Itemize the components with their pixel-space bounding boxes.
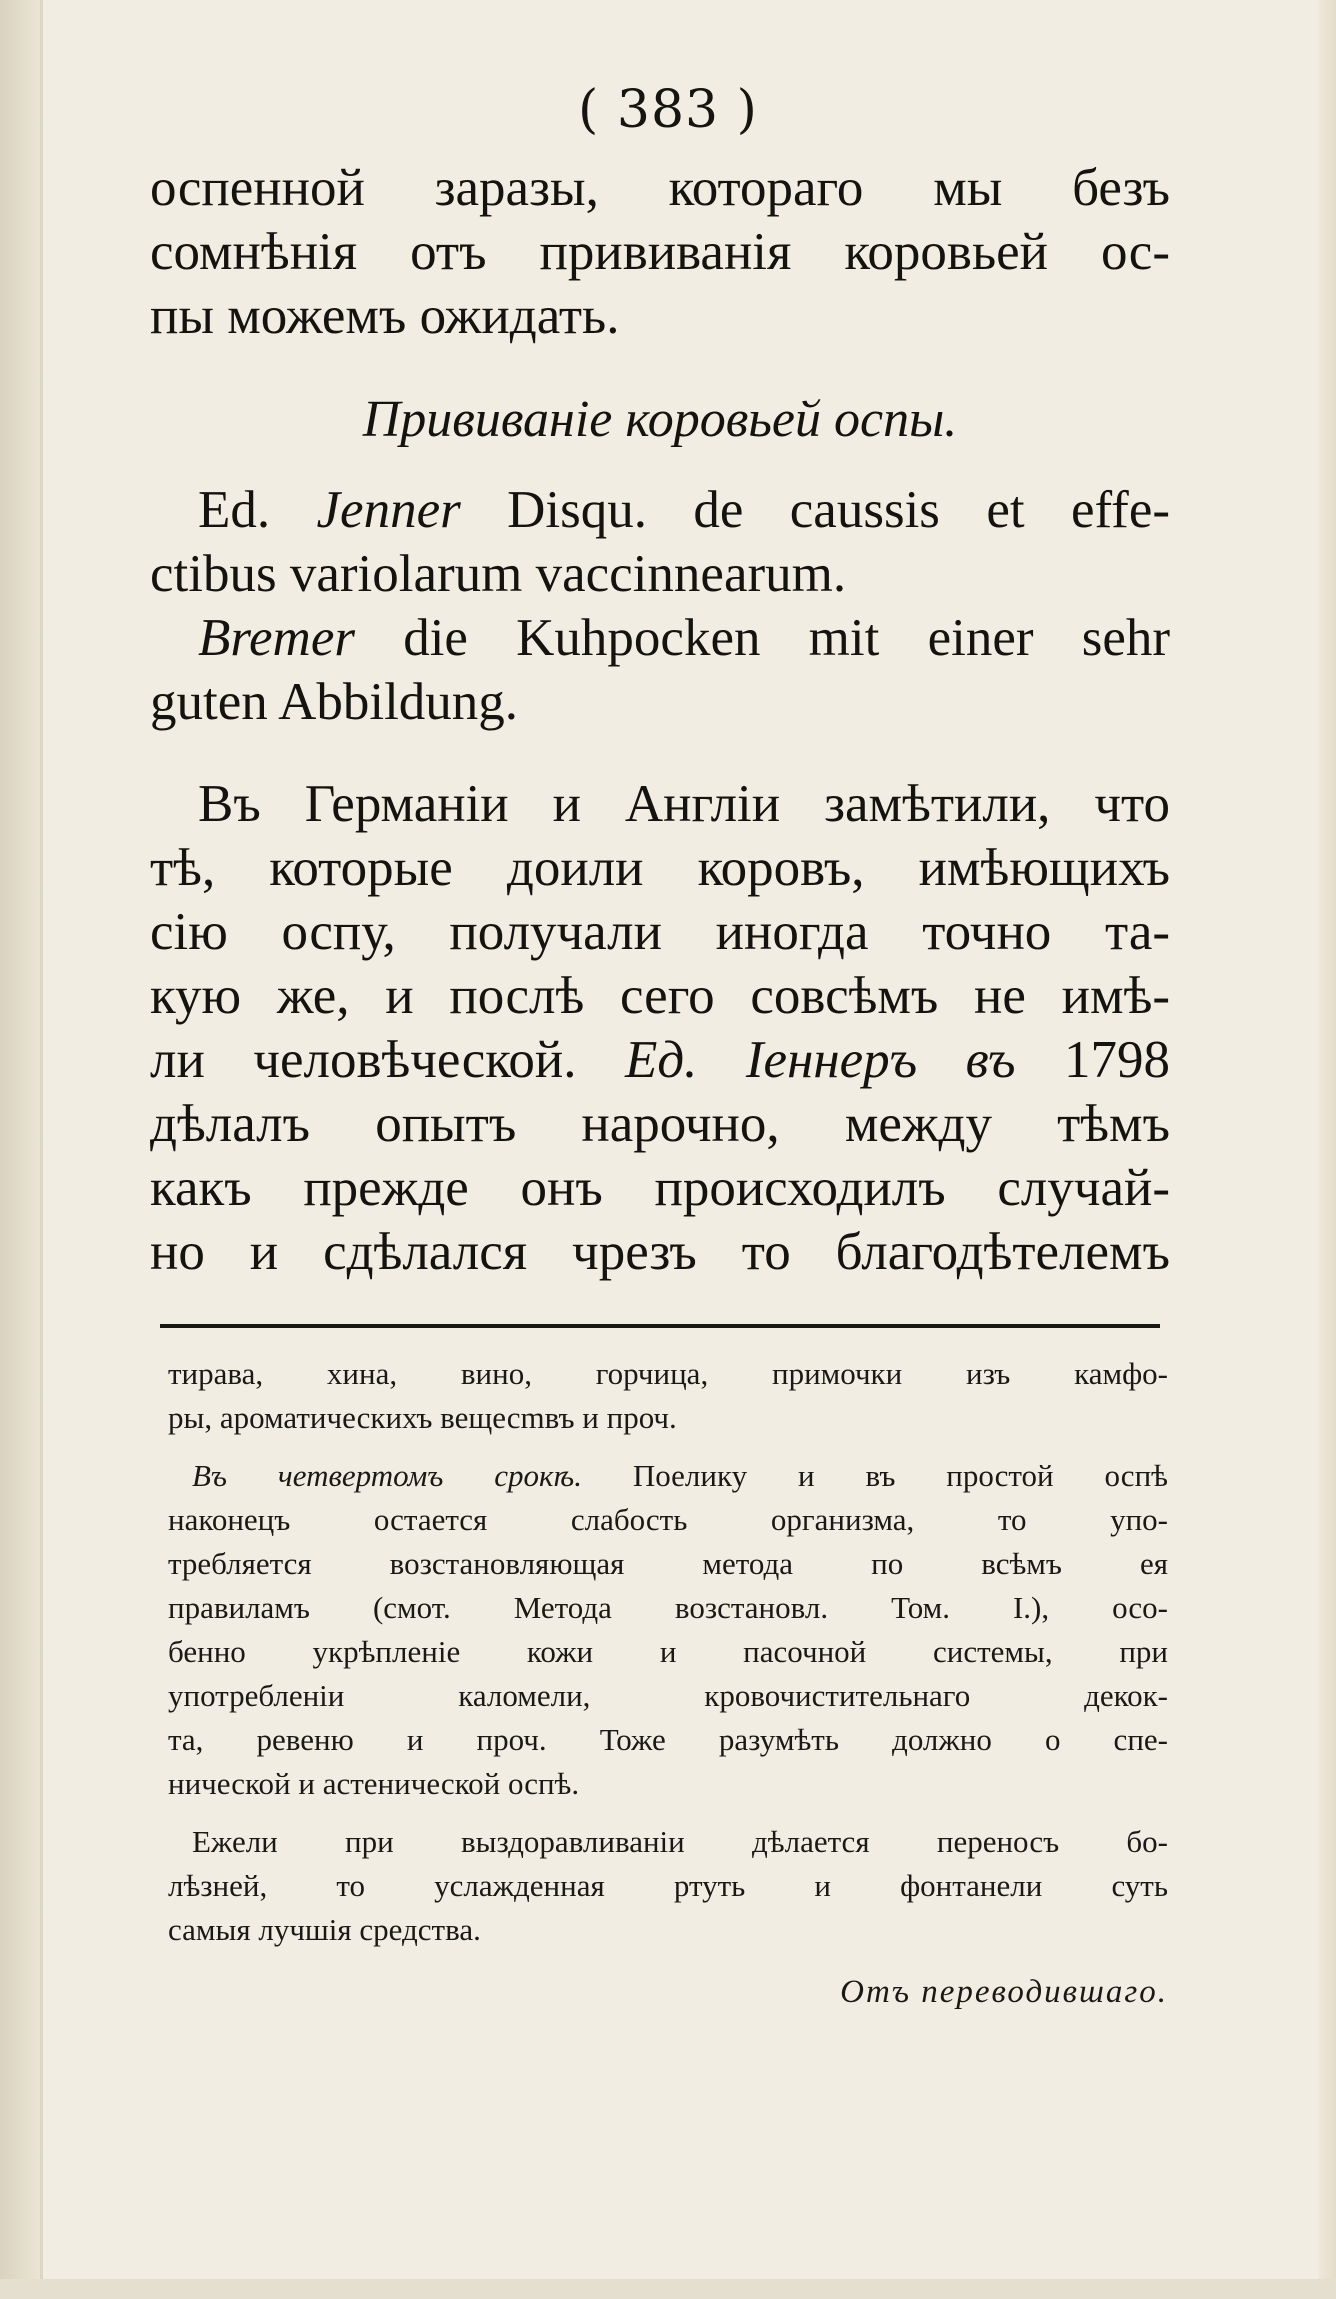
- page-number: ( 383 ): [578, 80, 758, 140]
- page-bottom-edge: [0, 2279, 1336, 2299]
- footnote-line: наконецъ остается слабость организма, то упо-: [168, 1502, 1168, 1537]
- author-reference: Ед. Іеннеръ въ: [624, 1031, 1016, 1089]
- section-heading: Прививаніе коровьей оспы.: [362, 391, 958, 448]
- footnote-line: самыя лучшія средства.: [168, 1912, 481, 1947]
- references-block: [150, 478, 1170, 734]
- text-line: какъ прежде онъ происходилъ случай-: [150, 1159, 1170, 1217]
- author-name: Jenner: [316, 481, 461, 539]
- year-text: 1798: [1015, 1031, 1171, 1089]
- page-right-edge: [1318, 0, 1336, 2299]
- footnote-line: требляется возстановляющая метода по всѣмъ ея: [168, 1546, 1168, 1581]
- footnote-line: [168, 1454, 1168, 1498]
- footnote-text: Поелику и въ простой оспѣ: [581, 1458, 1168, 1493]
- footnote-line: ры, ароматическихъ вещесmвъ и проч.: [168, 1400, 677, 1435]
- reference-line: [150, 606, 1170, 670]
- reference-line: [150, 670, 1170, 734]
- text-line: кую же, и послѣ сего совсѣмъ не имѣ-: [150, 967, 1170, 1025]
- footnote-line: бенно укрѣпленіе кожи и пасочной системы, при: [168, 1634, 1168, 1669]
- reference-text: Disqu. de caussis et effe-: [460, 481, 1170, 539]
- text-line: тѣ, которые доили коровъ, имѣющихъ: [150, 839, 1170, 897]
- footnote-line: правиламъ (смот. Метода возстановл. Том. I.), осо-: [168, 1590, 1168, 1625]
- footnote-line: нической и астенической оспѣ.: [168, 1766, 580, 1801]
- reference-line: [150, 542, 1170, 606]
- reference-text: die Kuhpocken mit einer sehr: [354, 609, 1170, 667]
- text-line: сію оспу, получали иногда точно та-: [150, 903, 1170, 961]
- footnote-line: Ежели при выздоравливаніи дѣлается переносъ бо-: [192, 1824, 1168, 1859]
- text-fragment: ли человѣческой.: [150, 1031, 625, 1089]
- page-left-edge: [0, 0, 40, 2299]
- footnote-divider: [160, 1324, 1160, 1328]
- text-line: пы можемъ ожидать.: [150, 287, 620, 345]
- reference-text: guten Abbildung.: [150, 673, 519, 731]
- reference-text: Ed.: [198, 481, 317, 539]
- footnote-line: тирава, хина, вино, горчица, примочки изъ камфо-: [168, 1356, 1168, 1391]
- text-line: дѣлалъ опытъ нарочно, между тѣмъ: [150, 1095, 1170, 1153]
- text-line: сомнѣнія отъ прививанія коровьей ос-: [150, 223, 1170, 281]
- footnote: [168, 1352, 1168, 2014]
- text-line: оспенной заразы, котораго мы безъ: [150, 159, 1170, 217]
- author-name: Bremer: [198, 609, 355, 667]
- footnote-line: употребленіи каломели, кровочистительнаго декок-: [168, 1678, 1168, 1713]
- footnote-line: та, ревеню и проч. Тоже разумѣть должно о спе-: [168, 1722, 1168, 1757]
- text-line: но и сдѣлался чрезъ то благодѣтелемъ: [150, 1223, 1170, 1281]
- paragraph-continuation: [150, 156, 1170, 348]
- text-line: Въ Германіи и Англіи замѣтили, что: [198, 775, 1170, 833]
- reference-text: ctibus variolarum vaccinnearum.: [150, 545, 847, 603]
- reference-line: [150, 478, 1170, 542]
- footnote-subheading: Въ четвертомъ срокѣ.: [192, 1458, 582, 1493]
- text-line: [150, 1028, 1170, 1092]
- main-paragraph: [150, 772, 1170, 1284]
- translator-signature: Отъ переводившаго.: [840, 1974, 1168, 2010]
- footnote-line: лѣзней, то услажденная ртуть и фонтанели суть: [168, 1868, 1168, 1903]
